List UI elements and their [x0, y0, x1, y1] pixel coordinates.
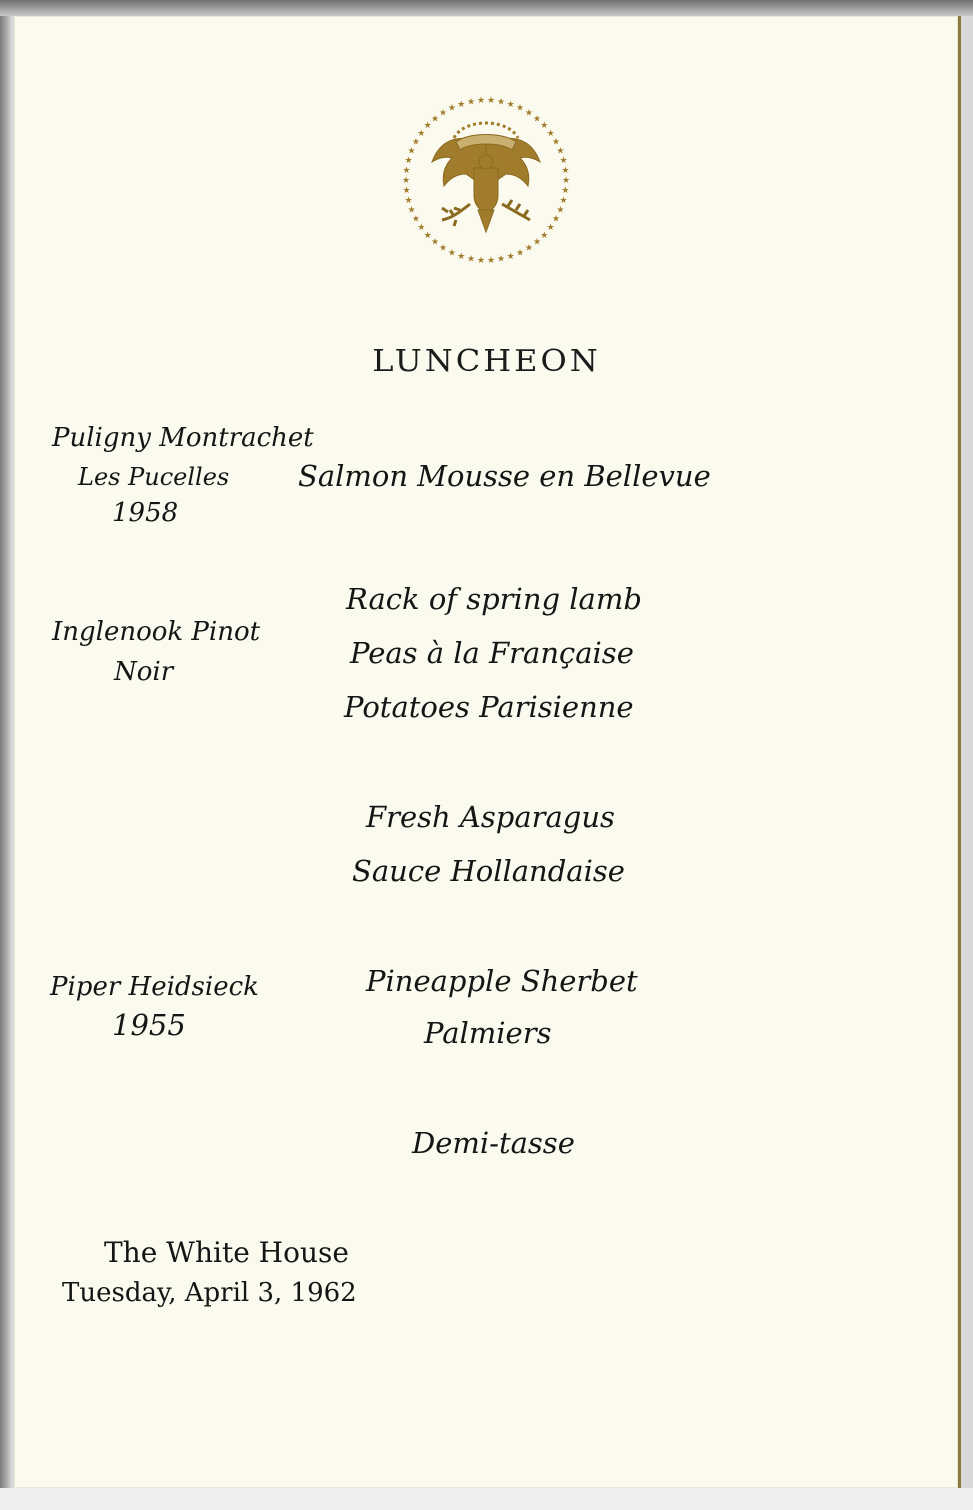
seal-star-icon: ★ [417, 129, 426, 139]
course-3-asparagus: Fresh Asparagus [366, 800, 615, 834]
seal-star-icon: ★ [524, 108, 533, 119]
course-4-dessert: Pineapple Sherbet [366, 964, 638, 998]
footer-place: The White House [104, 1236, 349, 1269]
seal-star-icon: ★ [466, 254, 476, 265]
seal-star-icon: ★ [556, 146, 565, 157]
presidential-seal-icon [398, 92, 574, 268]
seal-star-icon: ★ [524, 243, 533, 254]
seal-star-icon: ★ [404, 195, 413, 206]
seal-star-icon: ★ [439, 108, 448, 119]
wine-3-vintage: 1955 [112, 1008, 186, 1042]
seal-star-icon: ★ [407, 205, 416, 216]
seal-star-icon: ★ [540, 121, 549, 132]
seal-star-icon: ★ [559, 195, 568, 206]
wine-1-vintage: 1958 [112, 498, 179, 528]
course-1-fish: Salmon Mousse en Bellevue [298, 459, 711, 493]
seal-star-icon: ★ [430, 114, 440, 125]
seal-star-icon: ★ [423, 121, 432, 132]
seal-star-icon: ★ [404, 156, 413, 167]
seal-star-icon: ★ [457, 99, 466, 110]
seal-star-icon: ★ [423, 230, 432, 241]
seal-star-icon: ★ [540, 230, 549, 241]
seal-star-icon: ★ [532, 237, 542, 248]
seal-star-icon: ★ [561, 186, 570, 196]
seal-star-icon: ★ [552, 214, 561, 225]
wine-3-name: Piper Heidsieck [50, 972, 259, 1002]
seal-star-icon: ★ [407, 146, 416, 157]
seal-star-icon: ★ [447, 103, 456, 114]
seal-star-icon: ★ [430, 237, 440, 248]
seal-star-icon: ★ [486, 255, 496, 266]
seal-star-icon: ★ [476, 255, 486, 266]
seal-star-icon: ★ [546, 129, 555, 139]
seal-star-icon: ★ [516, 103, 525, 114]
seal-star-icon: ★ [561, 176, 571, 186]
seal-star-icon: ★ [401, 176, 411, 186]
seal-star-icon: ★ [496, 254, 506, 265]
seal-star-icon: ★ [417, 223, 426, 233]
wine-2-name: Inglenook Pinot [52, 617, 261, 647]
seal-star-icon: ★ [496, 97, 506, 108]
seal-star-icon: ★ [466, 97, 476, 108]
seal-star-icon: ★ [411, 137, 420, 148]
seal-star-icon: ★ [546, 223, 555, 233]
course-5-coffee: Demi-tasse [412, 1126, 575, 1160]
footer-date: Tuesday, April 3, 1962 [62, 1278, 357, 1308]
seal-star-icon: ★ [439, 243, 448, 254]
course-4-pastry: Palmiers [424, 1016, 552, 1050]
seal-star-icon: ★ [561, 166, 570, 176]
scan-bottom-edge [0, 1488, 973, 1510]
course-2-main: Rack of spring lamb [346, 582, 642, 616]
course-2-side-potatoes: Potatoes Parisienne [344, 690, 634, 724]
seal-star-icon: ★ [457, 252, 466, 263]
menu-heading: LUNCHEON [372, 343, 601, 379]
seal-star-icon: ★ [516, 248, 525, 259]
seal-star-icon: ★ [559, 156, 568, 167]
seal-star-icon: ★ [552, 137, 561, 148]
seal-star-icon: ★ [532, 114, 542, 125]
course-2-side-peas: Peas à la Française [350, 636, 634, 670]
seal-star-icon: ★ [447, 248, 456, 259]
seal-star-icon: ★ [506, 99, 515, 110]
wine-1-cuvee: Les Pucelles [78, 463, 230, 491]
seal-star-icon: ★ [556, 205, 565, 216]
scan-top-edge [0, 0, 973, 16]
seal-star-icon: ★ [476, 96, 486, 107]
seal-star-icon: ★ [402, 186, 411, 196]
seal-star-icon: ★ [506, 252, 515, 263]
seal-star-icon: ★ [411, 214, 420, 225]
seal-star-icon: ★ [486, 96, 496, 107]
wine-1-name: Puligny Montrachet [52, 423, 314, 453]
course-3-sauce: Sauce Hollandaise [352, 854, 625, 888]
seal-star-icon: ★ [402, 166, 411, 176]
wine-2-name-cont: Noir [114, 657, 174, 687]
